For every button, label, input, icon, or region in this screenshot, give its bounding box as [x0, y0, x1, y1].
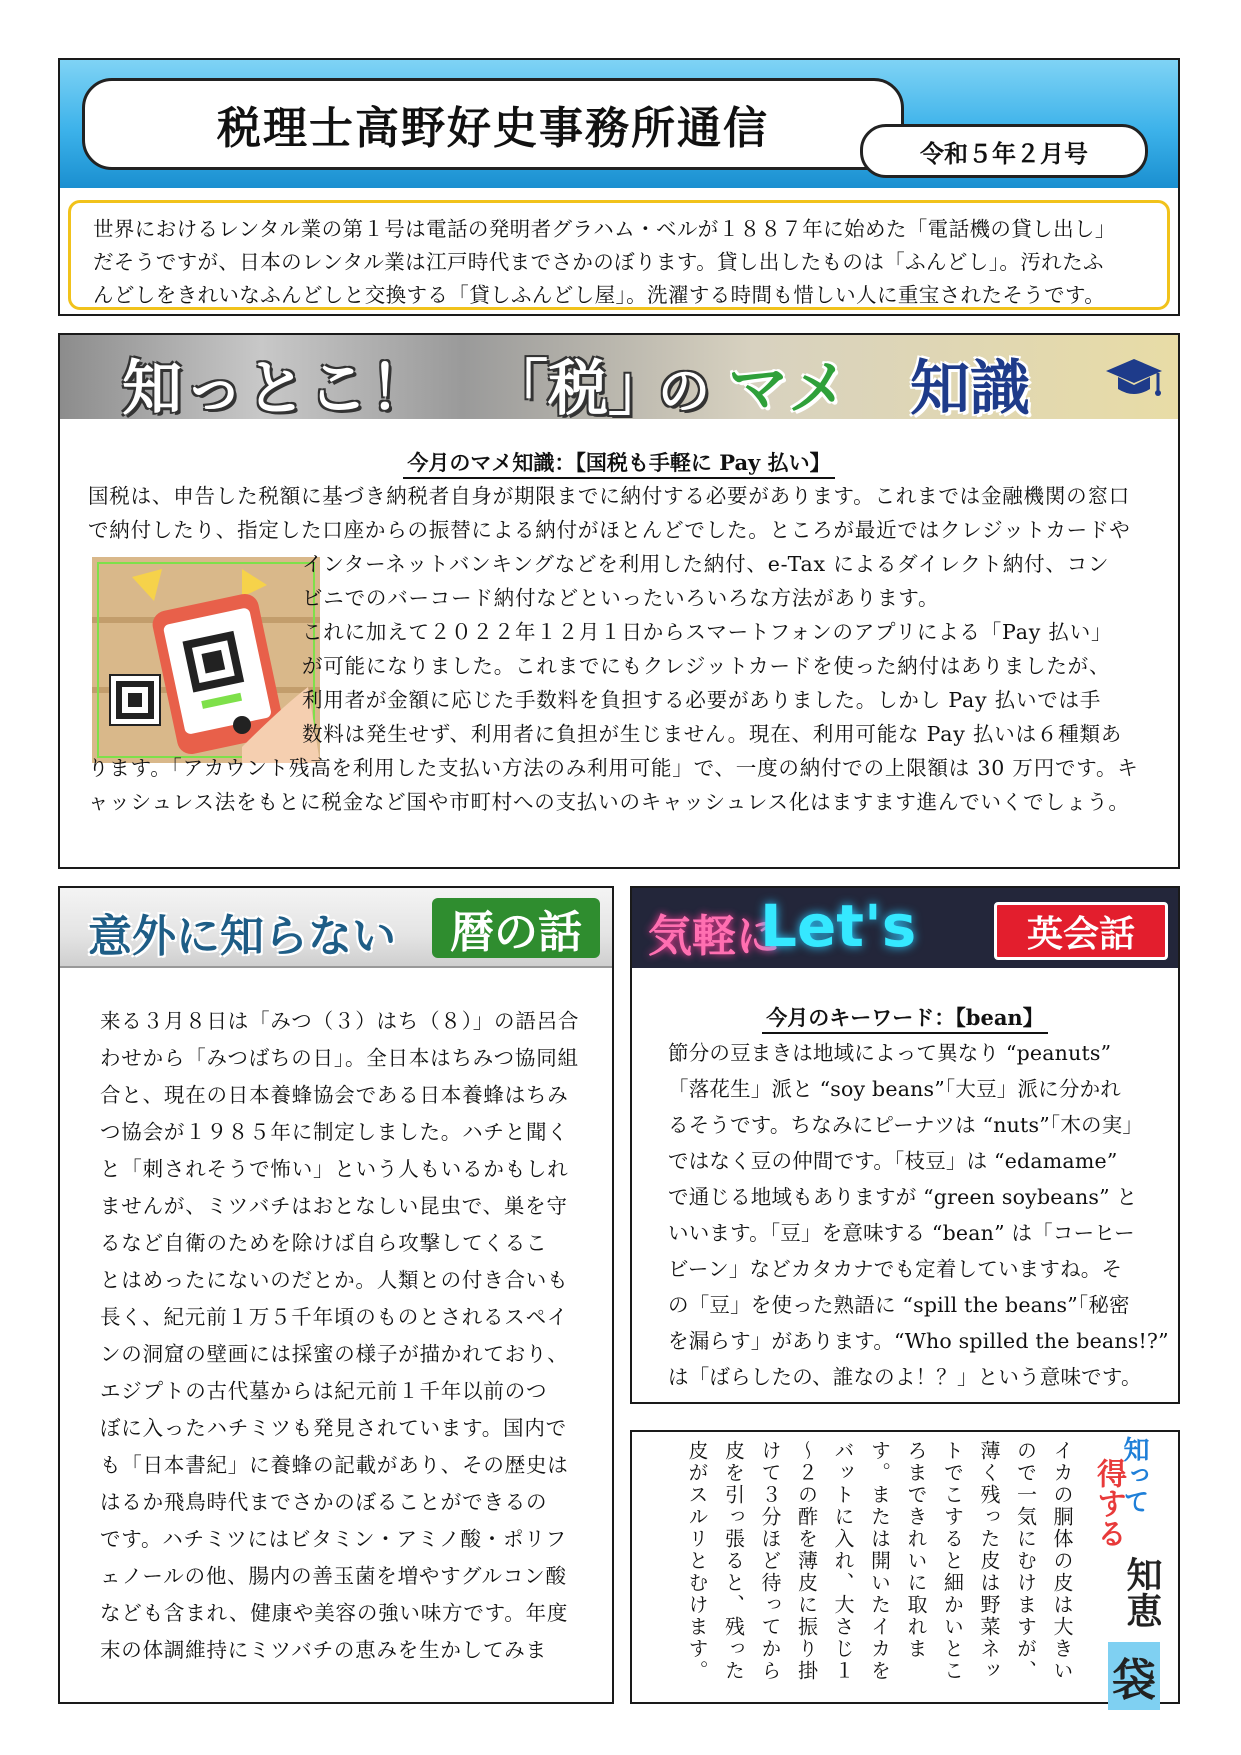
banner-text-lets: Let's [760, 892, 917, 960]
banner-text-mame: マメ [728, 354, 848, 424]
banner-text-igai: 意外に知らない [88, 911, 396, 962]
tax-line: 利用者が金額に応じた手数料を負担する必要がありました。しかし Pay 払いでは手 [302, 688, 1102, 712]
calendar-line: エジプトの古代墓からは紀元前１千年以前のつ [100, 1379, 548, 1403]
calendar-line: なども含まれ、健康や美容の強い味方です。年度 [100, 1601, 569, 1625]
tax-line: 国税は、申告した税額に基づき納税者自身が期限までに納付する必要があります。これまでは金融機関の窓口 [88, 484, 1131, 508]
calendar-line: ェノールの他、腸内の善玉菌を増やすグルコン酸 [100, 1564, 567, 1588]
graduation-cap-icon [1104, 353, 1164, 403]
tax-line: ります。「アカウント残高を利用した支払い方法のみ利用可能」で、一度の納付での上限額は 30 万円です。キ [88, 756, 1139, 780]
english-line: 節分の豆まきは地域によって異なり “peanuts” [668, 1041, 1112, 1065]
calendar-line: つ協会が１９８５年に制定しました。ハチと聞く [100, 1120, 569, 1144]
calendar-line: とはめったにないのだとか。人類との付き合いも [100, 1268, 569, 1292]
issue-date: 令和５年２月号 [860, 124, 1148, 178]
calendar-story-banner [60, 888, 612, 968]
newsletter-title: 税理士高野好史事務所通信 [217, 103, 769, 154]
calendar-line: も「日本書紀」に養蜂の記載があり、その歴史は [100, 1453, 569, 1477]
tax-tips-heading: 今月のマメ知識：【国税も手軽に Pay 払い】 [403, 450, 834, 479]
smartphone-qr-illustration [92, 557, 320, 763]
banner-text-shittoko: 知っとこ！ [122, 354, 432, 424]
tip-logo-text-bukuro: 袋 [1108, 1642, 1160, 1710]
calendar-line: ませんが、ミツバチはおとなしい昆虫で、巣を守 [100, 1194, 568, 1218]
calendar-line: 長く、紀元前１万５千年頃のものとされるスペイ [100, 1305, 569, 1329]
calendar-line: ぼに入ったハチミツも発見されています。国内で [100, 1416, 567, 1440]
title-pill [82, 78, 904, 170]
tax-line: これに加えて２０２２年１２月１日からスマートフォンのアプリによる「Pay 払い」 [302, 620, 1113, 644]
calendar-line: 合と、現在の日本養蜂協会である日本養蜂はちみ [100, 1083, 569, 1107]
english-conversation-section [630, 886, 1180, 1404]
banner-text-no: の [658, 362, 711, 422]
english-line: ではなく豆の仲間です。「枝豆」は “edamame” [668, 1149, 1118, 1173]
tax-line: が可能になりました。これまでにもクレジットカードを使った納付はありましたが、 [302, 654, 1111, 678]
tax-line: ビニでのバーコード納付などといったいろいろな方法があります。 [302, 586, 940, 610]
english-line: を漏らす」があります。“Who spilled the beans!?” [668, 1329, 1169, 1353]
tip-logo-text-chie: 知恵 [1121, 1556, 1162, 1628]
calendar-story-section [58, 886, 614, 1704]
tax-tips-section [58, 333, 1180, 869]
english-line: ビーン」などカタカナでも定着していますね。そ [668, 1257, 1123, 1281]
useful-tip-section [630, 1430, 1180, 1704]
intro-box [68, 200, 1170, 310]
tip-logo-text-shitte: 知って [1119, 1436, 1149, 1514]
tip-text: イカの胴体の皮は大きいので一気にむけますが、薄く残った皮は野菜ネットでこすると細かいところまできれいに取れます。または開いたイカをバットに入れ、大さじ１～２の酢を薄皮に振り掛けて３分ほど待ってから皮を引っ張ると、残った皮がスルリとむけます。 [685, 1440, 1074, 1682]
english-keyword-heading: 今月のキーワード：【bean】 [762, 1005, 1047, 1034]
calendar-line: るなど自衛のためを除けば自ら攻撃してくるこ [100, 1231, 548, 1255]
calendar-line: わせから「みつばちの日」。全日本はちみつ協同組 [100, 1046, 579, 1070]
tax-line: で納付したり、指定した口座からの振替による納付がほとんどでした。ところが最近ではクレジットカードや [88, 518, 1131, 542]
english-line: で通じる地域もありますが “green soybeans” と [668, 1185, 1138, 1209]
newsletter-header [58, 58, 1180, 316]
english-line: るそうです。ちなみにピーナツは “nuts”「木の実」 [668, 1113, 1144, 1137]
calendar-line: 末の体調維持にミツバチの恵みを生かしてみま [100, 1638, 547, 1662]
banner-text-zei: 「税」 [488, 354, 668, 424]
tip-logo [1086, 1436, 1176, 1706]
banner-text-chishiki: 知識 [910, 354, 1030, 424]
calendar-line: です。ハチミツにはビタミン・アミノ酸・ポリフ [100, 1527, 567, 1551]
english-line: は「ばらしたの、誰なのよ！？」という意味です。 [668, 1365, 1142, 1389]
intro-line: んどしをきれいなふんどしと交換する「貸しふんどし屋」。洗濯する時間も惜しい人に重宝されたそうです。 [93, 283, 1106, 307]
english-banner [632, 888, 1178, 968]
tip-logo-text-tokusuru: 得する [1091, 1458, 1126, 1548]
english-line: いいます。「豆」を意味する “bean” は「コーヒー [668, 1221, 1135, 1245]
english-line: 「落花生」派と “soy beans”「大豆」派に分かれ [668, 1077, 1121, 1101]
calendar-line: はるか飛鳥時代までさかのぼることができるの [100, 1490, 548, 1514]
tax-line: ャッシュレス法をもとに税金など国や市町村への支払いのキャッシュレス化はますます進んでいくでしょう。 [88, 790, 1130, 814]
english-line: の「豆」を使った熟語に “spill the beans”「秘密 [668, 1293, 1130, 1317]
calendar-line: ンの洞窟の壁画には採蜜の様子が描かれており、 [100, 1342, 569, 1366]
intro-line: 世界におけるレンタル業の第１号は電話の発明者グラハム・ベルが１８８７年に始めた「電話機の貸し出し」 [93, 217, 1116, 241]
banner-text-eikaiwa: 英会話 [994, 902, 1168, 960]
tax-line: 数料は発生せず、利用者に負担が生じません。現在、利用可能な Pay 払いは６種類あ [302, 722, 1123, 746]
tax-line: インターネットバンキングなどを利用した納付、e-Tax によるダイレクト納付、コン [302, 552, 1110, 576]
calendar-line: と「刺されそうで怖い」という人もいるかもしれ [100, 1157, 569, 1181]
intro-line: だそうですが、日本のレンタル業は江戸時代までさかのぼります。貸し出したものは「ふんどし」。汚れたふ [93, 250, 1104, 274]
tax-tips-banner [60, 335, 1178, 424]
banner-text-kigaru: 気軽に [648, 911, 780, 962]
banner-text-koyomi: 暦の話 [432, 898, 600, 958]
calendar-line: 来る３月８日は「みつ（３）はち（８）」の語呂合 [100, 1009, 580, 1033]
